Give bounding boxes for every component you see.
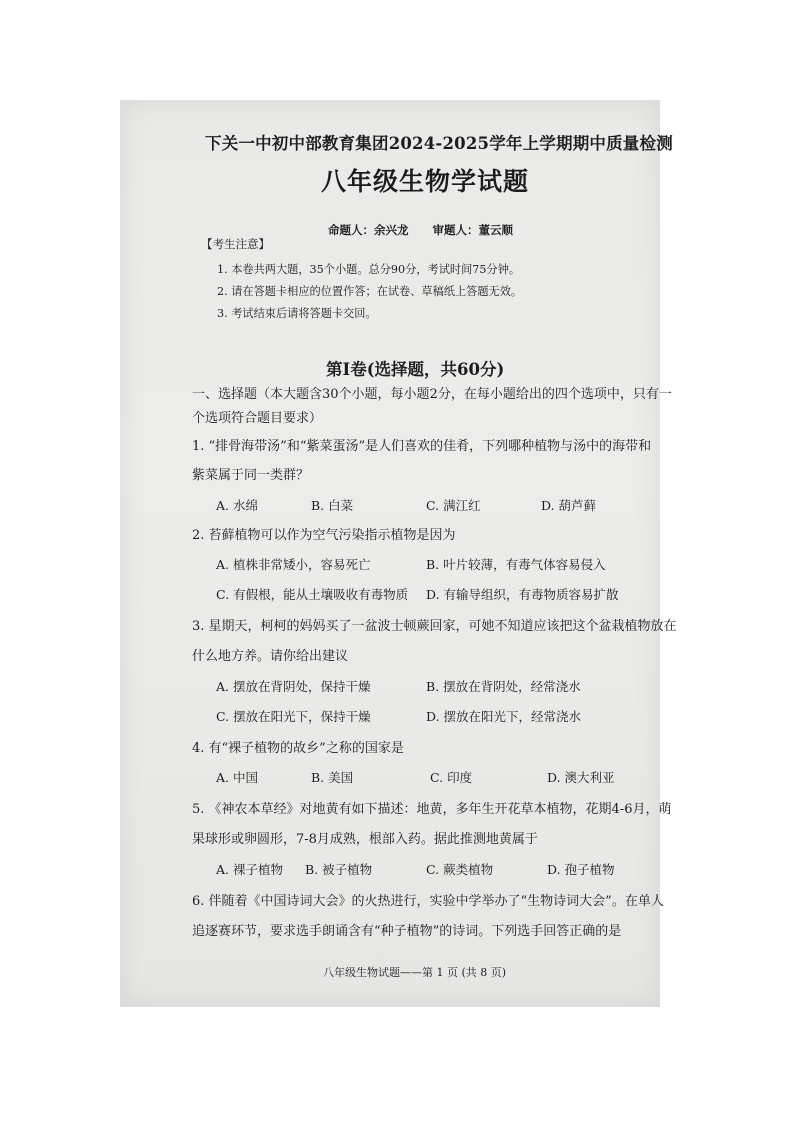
q3-option-b: B. 摆放在背阴处，经常浇水 — [426, 679, 581, 694]
section-title: 第Ⅰ卷(选择题，共60分) — [326, 360, 505, 379]
q5-option-b: B. 被子植物 — [305, 862, 373, 877]
section-instructions-line1: 一、选择题（本大题含30个小题，每小题2分，在每小题给出的四个选项中，只有一 — [192, 387, 672, 402]
notice-item: 1. 本卷共两大题，35个小题。总分90分，考试时间75分钟。 — [217, 263, 521, 276]
q1-option-c: C. 满江红 — [426, 498, 481, 513]
q5-option-c: C. 蕨类植物 — [426, 862, 494, 877]
exam-title: 下关一中初中部教育集团2024-2025学年上学期期中质量检测 — [205, 134, 673, 153]
question-3-line1: 3. 星期天，柯柯的妈妈买了一盆波士顿蕨回家，可她不知道应该把这个盆栽植物放在 — [192, 619, 677, 634]
q4-option-c: C. 印度 — [430, 770, 473, 785]
section-instructions-line2: 个选项符合题目要求） — [192, 411, 323, 426]
author-name: 余兴龙 — [374, 223, 409, 237]
question-6-line2: 追逐赛环节，要求选手朗诵含有“种子植物”的诗词。下列选手回答正确的是 — [192, 924, 622, 939]
notice-heading: 【考生注意】 — [201, 237, 270, 251]
notice-item: 2. 请在答题卡相应的位置作答；在试卷、草稿纸上答题无效。 — [217, 285, 523, 298]
q2-option-c: C. 有假根，能从土壤吸收有毒物质 — [216, 587, 409, 602]
q2-option-d: D. 有输导组织，有毒物质容易扩散 — [426, 587, 619, 602]
q5-option-a: A. 裸子植物 — [216, 862, 283, 877]
q2-option-b: B. 叶片较薄，有毒气体容易侵入 — [426, 557, 606, 572]
question-6-line1: 6. 伴随着《中国诗词大会》的火热进行，实验中学举办了“生物诗词大会”。在单人 — [192, 894, 664, 909]
q4-option-b: B. 美国 — [311, 770, 354, 785]
authors-line — [328, 222, 513, 238]
question-3-line2: 什么地方养。请你给出建议 — [192, 649, 349, 664]
author-label: 命题人： — [328, 223, 374, 237]
q4-option-a: A. 中国 — [216, 770, 258, 785]
q3-option-d: D. 摆放在阳光下，经常浇水 — [426, 709, 582, 724]
page-footer: 八年级生物试题——第 1 页 (共 8 页) — [323, 966, 507, 979]
reviewer-label: 审题人： — [432, 223, 479, 237]
q1-option-a: A. 水绵 — [216, 498, 258, 513]
reviewer-name: 董云顺 — [478, 223, 514, 237]
q1-option-b: B. 白菜 — [311, 498, 354, 513]
exam-subject: 八年级生物学试题 — [321, 167, 530, 196]
q4-option-d: D. 澳大利亚 — [547, 770, 615, 785]
question-5-line2: 果球形或卵圆形，7-8月成熟，根部入药。据此推测地黄属于 — [192, 832, 538, 847]
question-4: 4. 有“裸子植物的故乡”之称的国家是 — [192, 741, 404, 756]
notice-item: 3. 考试结束后请将答题卡交回。 — [217, 307, 377, 320]
q3-option-c: C. 摆放在阳光下，保持干燥 — [216, 709, 371, 724]
question-1-line2: 紫菜属于同一类群？ — [192, 468, 310, 483]
q5-option-d: D. 孢子植物 — [547, 862, 615, 877]
question-2: 2. 苔藓植物可以作为空气污染指示植物是因为 — [192, 528, 456, 543]
question-1-line1: 1. “排骨海带汤”和“紫菜蛋汤”是人们喜欢的佳肴，下列哪种植物与汤中的海带和 — [192, 439, 652, 454]
q3-option-a: A. 摆放在背阴处，保持干燥 — [216, 679, 371, 694]
q2-option-a: A. 植株非常矮小，容易死亡 — [216, 557, 371, 572]
q1-option-d: D. 葫芦藓 — [541, 498, 597, 513]
question-5-line1: 5. 《神农本草经》对地黄有如下描述：地黄，多年生开花草本植物，花期4-6月，萌 — [192, 802, 672, 817]
